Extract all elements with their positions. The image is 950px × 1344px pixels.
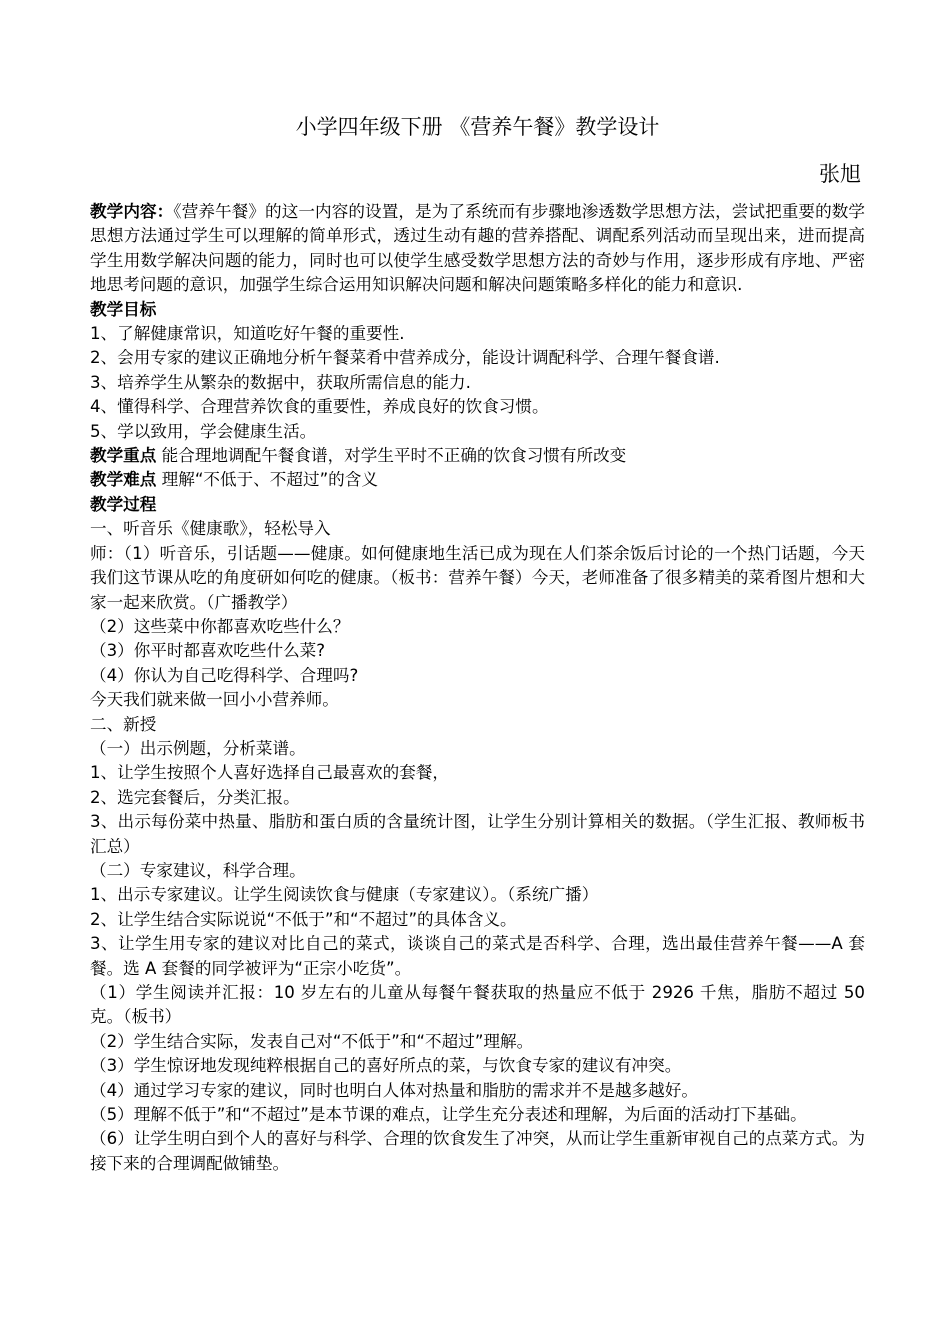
difficulty-text: 理解“不低于、不超过”的含义 bbox=[156, 470, 378, 490]
document-body bbox=[90, 200, 865, 1176]
process-paragraph: 一、听音乐《健康歌》，轻松导入 bbox=[90, 519, 331, 539]
process-paragraph: （2）学生结合实际，发表自己对“不低于”和“不超过”理解。 bbox=[90, 1031, 534, 1051]
process-paragraph: （2）这些菜中你都喜欢吃些什么？ bbox=[90, 616, 350, 636]
process-paragraph: （4）你认为自己吃得科学、合理吗? bbox=[90, 665, 359, 685]
teaching-goals-heading: 教学目标 bbox=[90, 299, 157, 319]
goal-item: 4、懂得科学、合理营养饮食的重要性，养成良好的饮食习惯。 bbox=[90, 397, 549, 417]
teaching-difficulty bbox=[90, 468, 865, 492]
teaching-content-label: 教学内容： bbox=[90, 202, 174, 221]
process-paragraph: 二、新授 bbox=[90, 714, 157, 734]
process-paragraph: （二）专家建议，科学合理。 bbox=[90, 860, 306, 880]
process-paragraph: 师：（1）听音乐，引话题——健康。如何健康地生活已成为现在人们茶余饭后讨论的一个热门话题，今天我们这节课从吃的角度研如何吃的健康。（板书：营养午餐）今天，老师准备了很多精美的菜肴图片想和大家一起来欣赏。（广播教学） bbox=[90, 543, 865, 612]
teaching-key-point bbox=[90, 444, 865, 468]
process-paragraph: 2、选完套餐后，分类汇报。 bbox=[90, 787, 300, 807]
author-name: 张旭 bbox=[819, 162, 861, 186]
process-paragraph: （4）通过学习专家的建议，同时也明白人体对热量和脂肪的需求并不是越多越好。 bbox=[90, 1080, 698, 1100]
teaching-content-text: 《营养午餐》的这一内容的设置，是为了系统而有步骤地渗透数学思想方法，尝试把重要的数学思想方法通过学生可以理解的简单形式，透过生动有趣的营养搭配、调配系列活动而呈现出来，进而提高学生用数学解决问题的能力，同时也可以使学生感受数学思想方法的奇妙与作用，逐步形成有序地、严密地思考问题的意识，加强学生综合运用知识解决问题和解决问题策略多样化的能力和意识. bbox=[90, 202, 866, 295]
teaching-process-heading: 教学过程 bbox=[90, 494, 157, 514]
process-paragraph: 3、让学生用专家的建议对比自己的菜式，谈谈自己的菜式是否科学、合理，选出最佳营养午餐——A 套餐。选 A 套餐的同学被评为“正宗小吃货”。 bbox=[90, 934, 865, 978]
key-point-label: 教学重点 bbox=[90, 446, 157, 466]
process-paragraph: 1、出示专家建议。让学生阅读饮食与健康（专家建议）。（系统广播） bbox=[90, 885, 599, 905]
process-paragraph: （3）学生惊讶地发现纯粹根据自己的喜好所点的菜，与饮食专家的建议有冲突。 bbox=[90, 1056, 682, 1076]
goal-item: 2、会用专家的建议正确地分析午餐菜肴中营养成分，能设计调配科学、合理午餐食谱. bbox=[90, 348, 720, 368]
teaching-content-paragraph bbox=[90, 200, 865, 298]
process-paragraph: （一）出示例题，分析菜谱。 bbox=[90, 738, 306, 758]
process-paragraph: 2、让学生结合实际说说“不低于”和“不超过”的具体含义。 bbox=[90, 909, 517, 929]
process-paragraph: 3、出示每份菜中热量、脂肪和蛋白质的含量统计图，让学生分别计算相关的数据。（学生汇报、教师板书汇总） bbox=[90, 812, 865, 856]
process-paragraph: （1）学生阅读并汇报：10 岁左右的儿童从每餐午餐获取的热量应不低于 2926 千焦，脂肪不超过 50 克。（板书） bbox=[90, 983, 865, 1027]
difficulty-label: 教学难点 bbox=[90, 470, 157, 490]
key-point-text: 能合理地调配午餐食谱，对学生平时不正确的饮食习惯有所改变 bbox=[156, 446, 627, 466]
process-paragraph: （3）你平时都喜欢吃些什么菜? bbox=[90, 641, 326, 661]
process-paragraph: 今天我们就来做一回小小营养师。 bbox=[90, 690, 339, 710]
process-paragraph: （5）理解不低于”和“不超过”是本节课的难点，让学生充分表述和理解，为后面的活动打下基础。 bbox=[90, 1105, 807, 1125]
document-title: 小学四年级下册 《营养午餐》教学设计 bbox=[295, 115, 660, 139]
process-paragraph: （6）让学生明白到个人的喜好与科学、合理的饮食发生了冲突，从而让学生重新审视自己的点菜方式。为接下来的合理调配做铺垫。 bbox=[90, 1129, 865, 1173]
goal-item: 3、培养学生从繁杂的数据中，获取所需信息的能力. bbox=[90, 372, 471, 392]
goal-item: 5、学以致用，学会健康生活。 bbox=[90, 421, 317, 441]
process-paragraph: 1、让学生按照个人喜好选择自己最喜欢的套餐， bbox=[90, 763, 450, 783]
goal-item: 1、了解健康常识，知道吃好午餐的重要性. bbox=[90, 324, 405, 344]
